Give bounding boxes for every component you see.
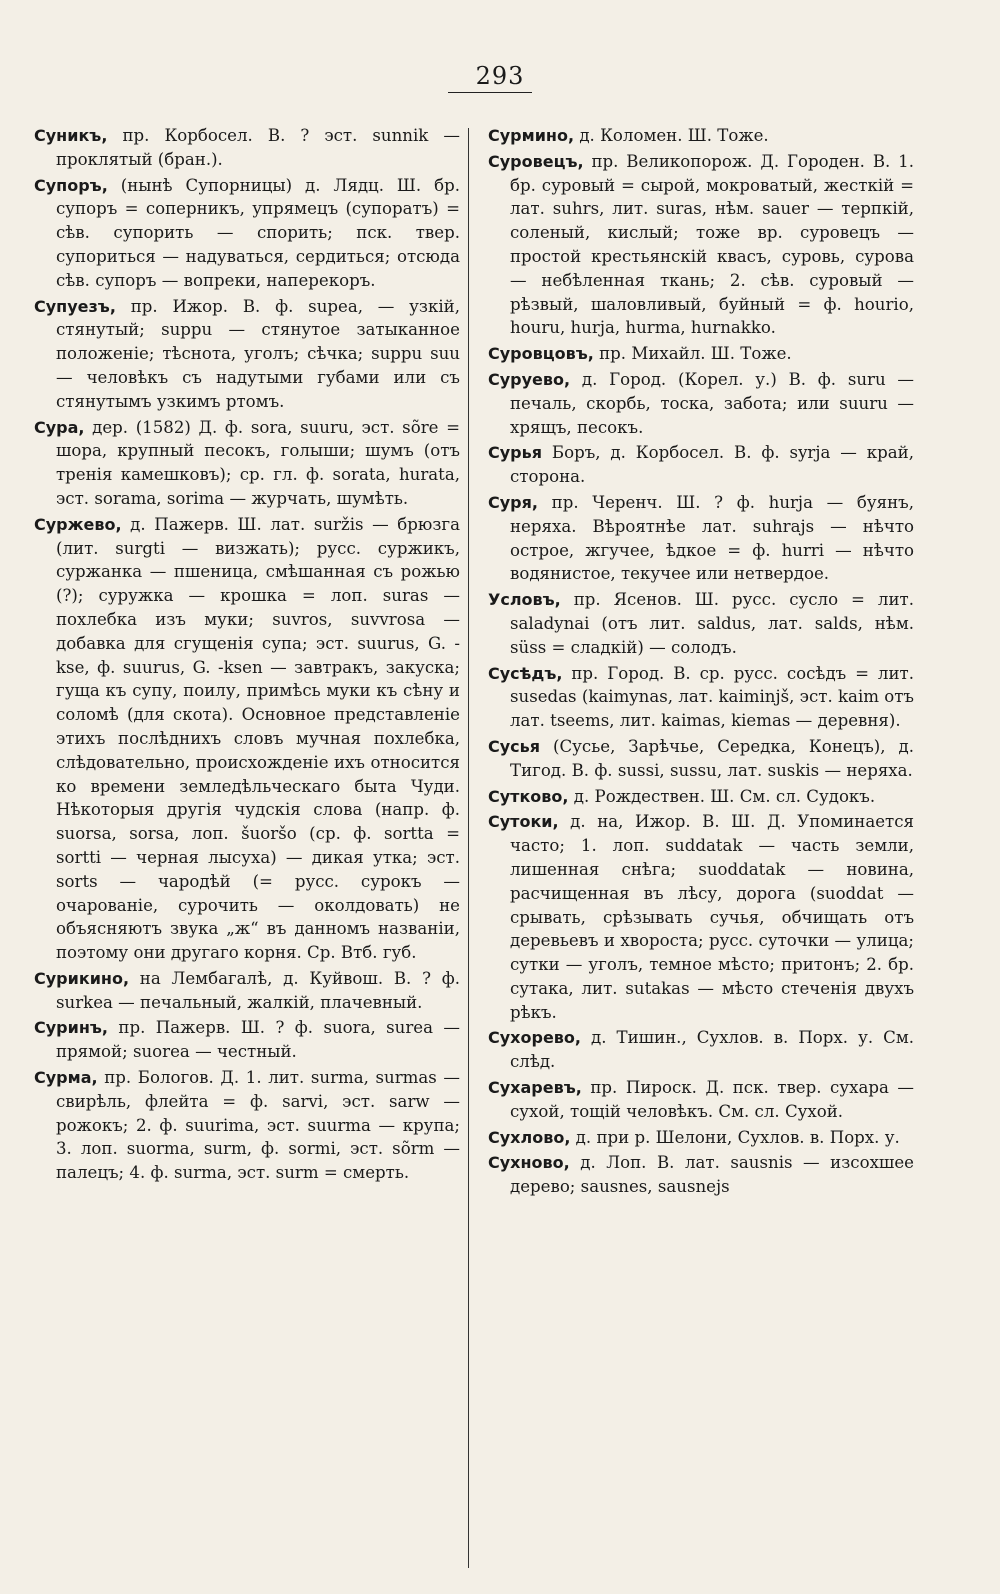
- entry-text: пр. Михайл. Ш. Тоже.: [593, 344, 792, 364]
- entry-headword: Сурья: [488, 443, 543, 463]
- entry-text: на Лембагалѣ, д. Куйвош. В. ? ф. surkea — печальный, жалкій, плачевный.: [56, 968, 460, 1012]
- entry-headword: Суржево,: [34, 514, 122, 534]
- entry-text: д. на, Ижор. В. Ш. Д. Упоминается часто; 1. лоп. suddatak — часть земли, лишенная снѣга; suoddatak — новина, расчищенная въ лѣсу, дорога (suoddat — срывать, срѣзывать сучья, обчищать отъ деревьевъ и хвороста; русс. суточки — улица; сутки — уголъ, темное мѣсто; притонъ; 2. бр. сутака, лит. sutakas — мѣсто стеченія двухъ рѣкъ.: [510, 812, 914, 1022]
- entry-headword: Сухаревъ,: [488, 1078, 582, 1098]
- entry-headword: Супуезъ,: [34, 296, 116, 316]
- right-column: [488, 124, 914, 1201]
- entry-headword: Сутково,: [488, 786, 569, 806]
- entry-text: дер. (1582) Д. ф. sora, suuru, эст. sõre = шора, крупный песокъ, голыши; шумъ (отъ тренія камешковъ); ср. гл. ф. sorata, hurata, эст. sorama, sorima — журчать, шумѣть.: [56, 417, 460, 508]
- dictionary-entry: [488, 785, 914, 809]
- entry-text: пр. Город. В. ср. русс. сосѣдъ = лит. susedas (kaimynas, лат. kaiminjš, эст. kaim отъ лат. tseems, лит. kaimas, kiemas — деревня).: [510, 663, 914, 731]
- dictionary-entry: [488, 441, 914, 489]
- entry-text: д. Коломен. Ш. Тоже.: [574, 126, 769, 145]
- dictionary-entry: [488, 150, 914, 340]
- entry-headword: Сухново,: [488, 1153, 570, 1173]
- dictionary-entry: [488, 662, 914, 733]
- entry-text: пр. Ясенов. Ш. русс. сусло = лит. saladynai (отъ лит. saldus, лат. salds, нѣм. süss = сладкій) — солодъ.: [510, 590, 914, 657]
- dictionary-entry: [488, 1076, 914, 1124]
- entry-headword: Сухорево,: [488, 1028, 581, 1048]
- entry-text: (нынѣ Супорницы) д. Лядц. Ш. бр. супоръ = соперникъ, упрямецъ (супоратъ) = сѣв. супорить — спорить; пск. твер. супориться — надуваться, сердиться; отсюда сѣв. супоръ — вопреки, наперекоръ.: [56, 175, 460, 290]
- entry-headword: Суникъ,: [34, 126, 108, 145]
- entry-text: пр. Пажерв. Ш. ? ф. suora, surea — прямой; suorea — честный.: [56, 1018, 460, 1062]
- dictionary-entry: [34, 513, 460, 965]
- page-number: 293: [475, 62, 525, 90]
- dictionary-entry: [34, 1016, 460, 1064]
- entry-text: д. Тишин., Сухлов. в. Порх. у. См. слѣд.: [510, 1028, 914, 1072]
- entry-text: пр. Великопорож. Д. Городен. В. 1. бр. суровый = сырой, мокроватый, жесткій = лат. suhrs, лит. suras, нѣм. sauer — терпкій, соленый, кислый; тоже вр. суровецъ — простой крестьянскій квасъ, суровь, сурова — небѣленная ткань; 2. сѣв. суровый — рѣзвый, шаловливый, буйный = ф. hourio, houru, hurja, hurma, hurnakko.: [510, 151, 914, 338]
- entry-headword: Сусѣдъ,: [488, 663, 563, 683]
- entry-headword: Сусья: [488, 736, 541, 756]
- entry-text: д. при р. Шелони, Сухлов. в. Порх. у.: [570, 1127, 900, 1147]
- column-divider: [468, 128, 469, 1568]
- dictionary-entry: [488, 342, 914, 366]
- entry-text: пр. Черенч. Ш. ? ф. hurja — буянъ, неряха. Вѣроятнѣе лат. suhrajs — нѣчто острое, жгучее, ѣдкое = ф. hurri — нѣчто водянистое, текучее или нетвердое.: [510, 492, 914, 584]
- dictionary-entry: [34, 416, 460, 511]
- entry-headword: Суринъ,: [34, 1018, 108, 1038]
- entry-headword: Суруево,: [488, 369, 571, 389]
- dictionary-entry: [488, 810, 914, 1024]
- dictionary-entry: [34, 967, 460, 1015]
- dictionary-entry: [488, 491, 914, 586]
- entry-headword: Сурикино,: [34, 968, 130, 988]
- left-column: [34, 124, 460, 1187]
- header-rule: [448, 92, 532, 93]
- entry-text: пр. Корбосел. В. ? эст. sunnik — проклятый (бран.).: [56, 126, 460, 169]
- dictionary-entry: [488, 1126, 914, 1150]
- entry-text: Боръ, д. Корбосел. В. ф. syrja — край, сторона.: [510, 443, 914, 487]
- dictionary-entry: [488, 124, 914, 148]
- dictionary-entry: [488, 588, 914, 659]
- dictionary-entry: [488, 1151, 914, 1199]
- entry-headword: Суровецъ,: [488, 151, 584, 171]
- entry-headword: Сурмино,: [488, 126, 575, 145]
- dictionary-entry: [488, 368, 914, 439]
- entry-text: пр. Ижор. В. ф. supea, — узкій, стянутый; suppu — стянутое затыканное положеніе; тѣснота, уголъ; сѣчка; suppu suu — человѣкъ съ надутыми губами или съ стянутымъ узкимъ ртомъ.: [56, 296, 460, 411]
- entry-headword: Сухлово,: [488, 1127, 571, 1147]
- entry-headword: Супоръ,: [34, 175, 108, 195]
- entry-headword: Сура,: [34, 417, 85, 437]
- entry-headword: Суровцовъ,: [488, 344, 594, 364]
- entry-headword: Суря,: [488, 492, 538, 512]
- entry-text: пр. Бологов. Д. 1. лит. surma, surmas — свирѣль, флейта = ф. sarvi, эст. sarw — рожокъ; 2. ф. suurima, эст. suurma — крупа; 3. лоп. suorma, surm, ф. sormi, эст. sõrm — палецъ; 4. ф. surma, эст. surm = смерть.: [56, 1068, 460, 1183]
- entry-text: (Сусье, Зарѣчье, Середка, Конецъ), д. Тигод. В. ф. sussi, sussu, лат. suskis — неряха.: [510, 736, 914, 780]
- entry-text: д. Пажерв. Ш. лат. suržis — брюзга (лит. surgti — визжать); русс. суржикъ, суржанка — пшеница, смѣшанная съ рожью (?); суружка — крошка = лоп. suras — похлебка изъ муки; suvros, suvvrosa — добавка для сгущенія супа; эст. suurus, G. -kse, ф. suurus, G. -ksen — завтракъ, закуска; гуща къ супу, поилу, примѣсь муки къ сѣну и соломѣ (для скота). Основное представленіе этихъ послѣднихъ словъ мучная похлебка, слѣдовательно, происхожденіе ихъ относится ко времени земледѣльческаго быта Чуди. Нѣкоторыя другія чудскія слова (напр. ф. suorsa, sorsa, лоп. šuoršo (ср. ф. sortta = sortti — черная лысуха) — дикая утка; эст. sorts — чародѣй (= русс. сурокъ — очарованіе, сурочить — околдовать) не объясняютъ звука „ж“ въ данномъ названіи, поэтому они другаго корня. Ср. Втб. губ.: [56, 514, 460, 963]
- dictionary-entry: [34, 1066, 460, 1185]
- entry-text: д. Город. (Корел. у.) В. ф. suru — печаль, скорбь, тоска, забота; или suuru — хрящъ, песокъ.: [510, 369, 914, 437]
- dictionary-entry: [488, 1026, 914, 1074]
- dictionary-entry: [34, 174, 460, 293]
- entry-text: д. Лоп. В. лат. sausnis — изсохшее дерево; sausnes, sausnejs: [510, 1153, 914, 1197]
- dictionary-entry: [488, 735, 914, 783]
- entry-headword: Сурма,: [34, 1068, 98, 1088]
- entry-text: д. Рождествен. Ш. См. сл. Судокъ.: [568, 786, 876, 806]
- dictionary-entry: [34, 295, 460, 414]
- entry-headword: Условъ,: [488, 590, 561, 610]
- entry-text: пр. Пироск. Д. пск. твер. сухара — сухой, тощій человѣкъ. См. сл. Сухой.: [510, 1078, 914, 1121]
- dictionary-entry: [34, 124, 460, 172]
- entry-headword: Сутоки,: [488, 812, 559, 832]
